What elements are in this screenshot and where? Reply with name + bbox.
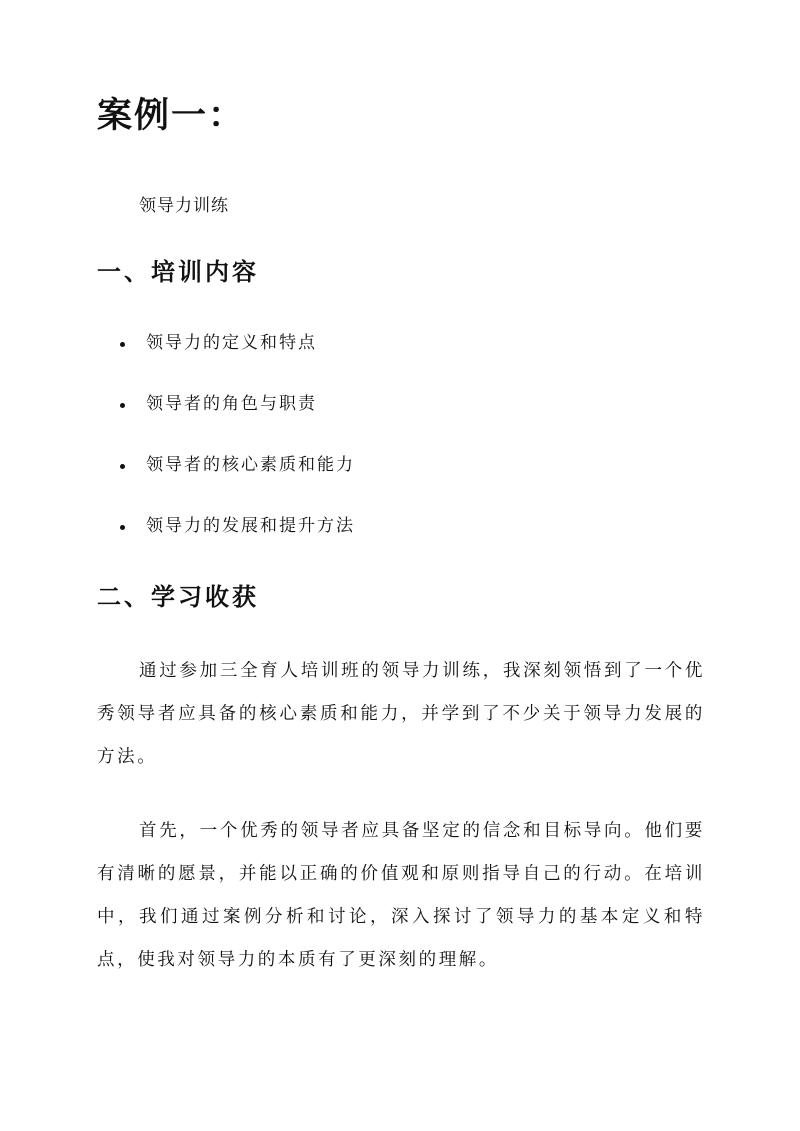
bullet-icon [120, 464, 125, 469]
body-paragraph: 首先，一个优秀的领导者应具备坚定的信念和目标导向。他们要有清晰的愿景，并能以正确的价值观和原则指导自己的行动。在培训中，我们通过案例分析和讨论，深入探讨了领导力的基本定义和特点，使我对领导力的本质有了更深刻的理解。 [97, 821, 705, 970]
bullet-icon [120, 525, 125, 530]
section-heading-training-content: 一、培训内容 [97, 257, 259, 286]
document-subtitle: 领导力训练 [139, 196, 229, 216]
section-heading-learning-gains: 二、学习收获 [97, 582, 259, 611]
bullet-icon [120, 403, 125, 408]
list-item-text: 领导者的核心素质和能力 [146, 455, 355, 475]
list-item-text: 领导者的角色与职责 [146, 394, 317, 414]
bullet-icon [120, 342, 125, 347]
document-title: 案例一： [97, 95, 246, 136]
body-paragraph: 通过参加三全育人培训班的领导力训练，我深刻领悟到了一个优秀领导者应具备的核心素质和能力，并学到了不少关于领导力发展的方法。 [97, 661, 705, 767]
list-item-text: 领导力的定义和特点 [146, 333, 317, 353]
list-item-text: 领导力的发展和提升方法 [146, 516, 355, 536]
